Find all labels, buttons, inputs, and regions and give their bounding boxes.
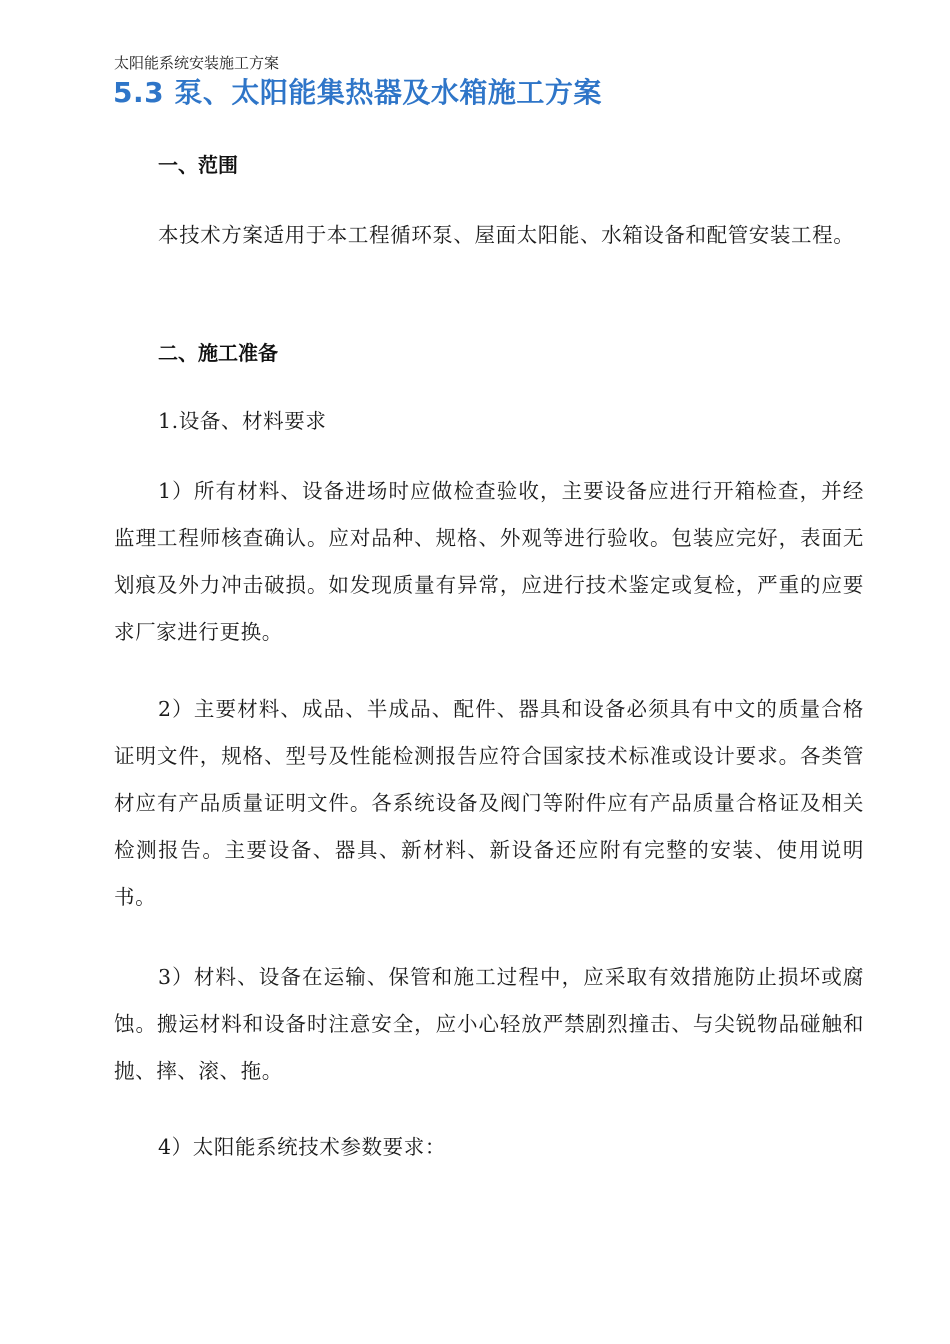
subheading-equipment-materials: 1.设备、材料要求 (158, 409, 327, 433)
list-item-2: 2）主要材料、成品、半成品、配件、器具和设备必须具有中文的质量合格证明文件，规格、型号及性能检测报告应符合国家技术标准或设计要求。各类管材应有产品质量证明文件。各系统设备及阀门等附件应有产品质量合格证及相关检测报告。主要设备、器具、新材料、新设备还应附有完整的安装、使用说明书。 (114, 697, 864, 909)
list-item-1: 1）所有材料、设备进场时应做检查验收，主要设备应进行开箱检查，并经监理工程师核查确认。应对品种、规格、外观等进行验收。包装应完好，表面无划痕及外力冲击破损。如发现质量有异常，应进行技术鉴定或复检，严重的应要求厂家进行更换。 (114, 479, 864, 644)
paragraph-scope: 本技术方案适用于本工程循环泵、屋面太阳能、水箱设备和配管安装工程。 (158, 223, 855, 247)
list-item-4: 4）太阳能系统技术参数要求： (158, 1135, 446, 1159)
list-item-3: 3）材料、设备在运输、保管和施工过程中，应采取有效措施防止损坏或腐蚀。搬运材料和设备时注意安全，应小心轻放严禁剧烈撞击、与尖锐物品碰触和抛、摔、滚、拖。 (114, 965, 864, 1083)
heading-scope: 一、范围 (158, 153, 238, 177)
running-header: 太阳能系统安装施工方案 (114, 54, 280, 72)
section-title: 5.3 泵、太阳能集热器及水箱施工方案 (113, 76, 602, 109)
heading-preparation: 二、施工准备 (158, 341, 278, 365)
